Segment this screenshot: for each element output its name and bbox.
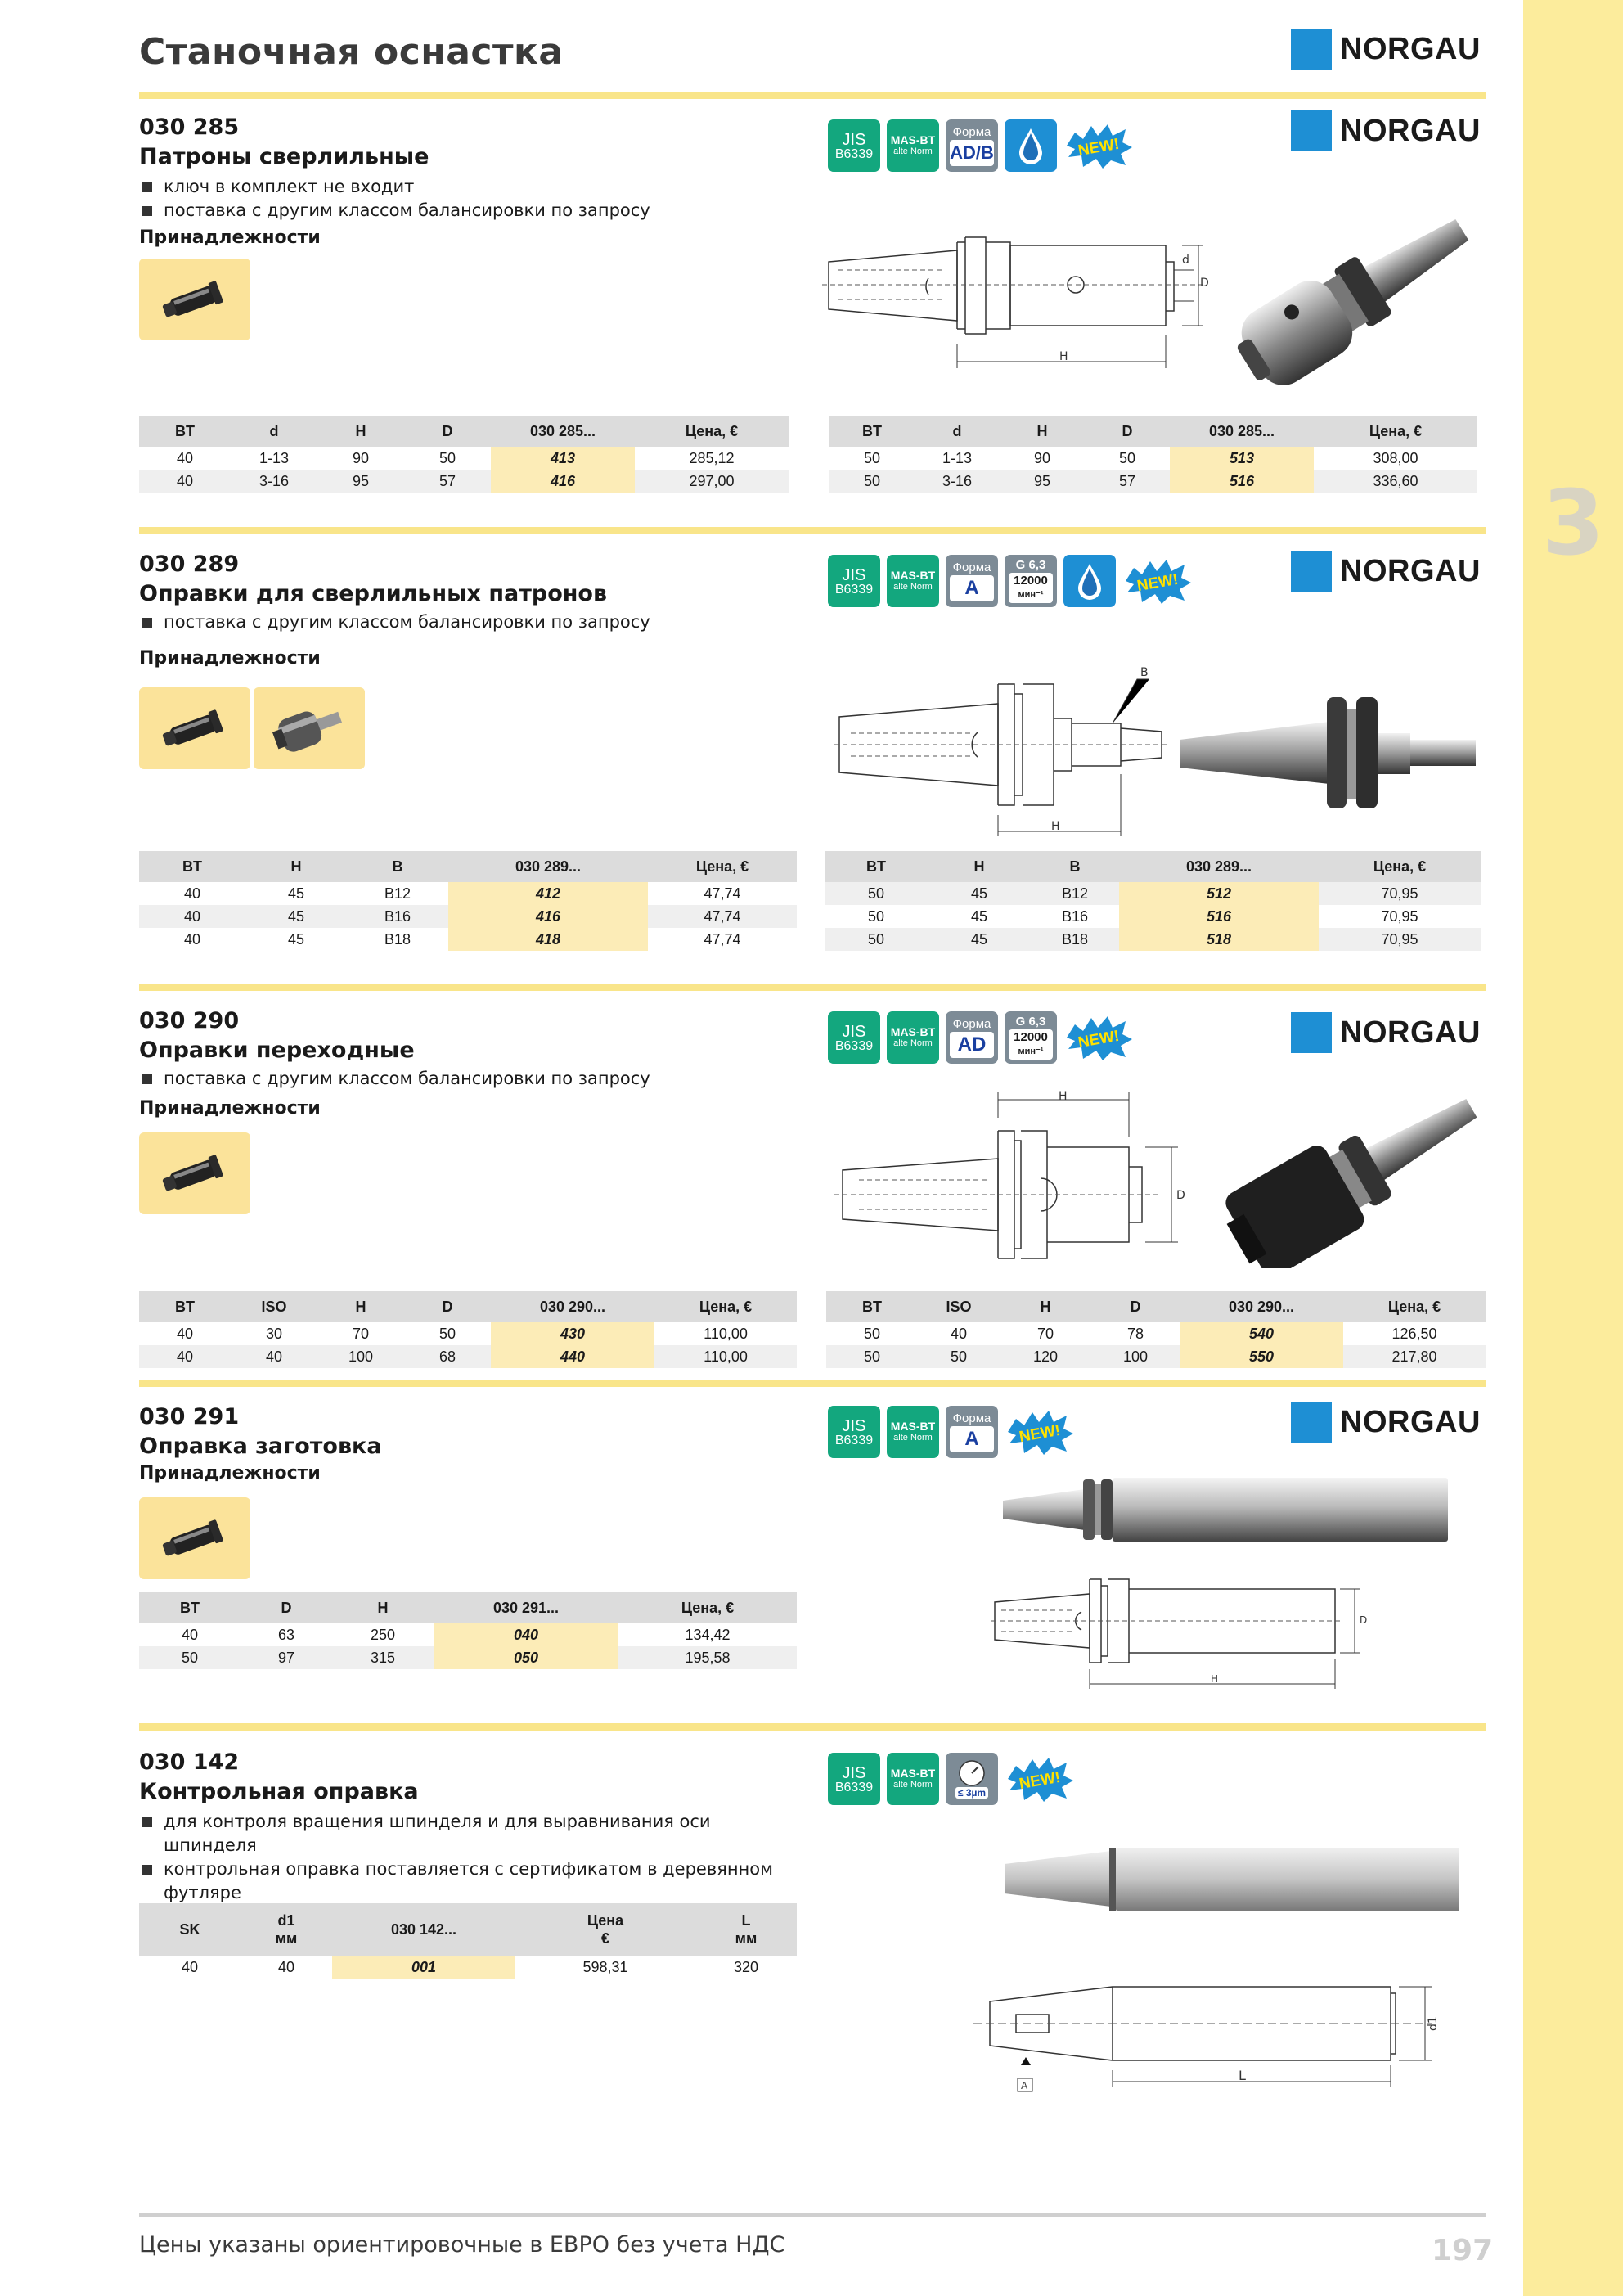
section-289-bullets	[141, 610, 650, 634]
svg-text:L: L	[1239, 2068, 1246, 2083]
form-badge: Форма AD/B	[946, 119, 998, 172]
norgau-logo: NORGAU	[1291, 550, 1481, 592]
table-row: 40 1-13 90 50 413 285,12	[139, 447, 789, 470]
section-291-name: Оправка заготовка	[139, 1434, 382, 1459]
section-divider	[139, 527, 1486, 534]
bullet: ключ в комплект не входит	[141, 175, 650, 199]
drill-chuck-icon	[268, 700, 350, 757]
svg-text:NEW!: NEW!	[1018, 1768, 1062, 1794]
table-row: 40 45 B16 416 47,74	[139, 905, 797, 928]
norgau-logo: NORGAU	[1291, 1011, 1481, 1054]
svg-text:NEW!: NEW!	[1077, 135, 1121, 160]
svg-text:H: H	[1059, 350, 1068, 363]
table-row: 40 3-16 95 57 416 297,00	[139, 470, 789, 493]
bullet: поставка с другим классом балансировки по запросу	[141, 610, 650, 634]
table-row: 50 45 B12 512 70,95	[825, 882, 1481, 905]
bullet: поставка с другим классом балансировки по запросу	[141, 199, 650, 223]
table-row: 50 45 B16 516 70,95	[825, 905, 1481, 928]
jis-badge: JIS B6339	[828, 1011, 880, 1064]
logo-square-icon	[1291, 29, 1332, 70]
svg-text:A: A	[1021, 2080, 1028, 2091]
table-289-bt40: BT H B 030 289... Цена, € 40 45 B12 412 47,74 40 45 B16 416 47,74 40 45 B18 418 47,74	[139, 851, 797, 951]
table-row: 40 63 250 040 134,42	[139, 1623, 797, 1646]
table-row: 40 45 B12 412 47,74	[139, 882, 797, 905]
svg-text:D: D	[1176, 1189, 1185, 1202]
section-285-badges	[828, 119, 1134, 172]
accessory-pull-stud[interactable]	[139, 1132, 250, 1214]
chapter-number: 3	[1541, 470, 1605, 575]
bullet: контрольная оправка поставляется с сертификатом в деревянном футляре	[141, 1857, 779, 1905]
svg-text:NEW!: NEW!	[1018, 1421, 1062, 1447]
table-291: BT D H 030 291... Цена, € 40 63 250 040 134,42 50 97 315 050 195,58	[139, 1592, 797, 1669]
svg-text:H: H	[1059, 1090, 1068, 1103]
logo-square-icon	[1291, 1402, 1332, 1443]
blank-arbor-photo	[1003, 1465, 1453, 1555]
adapter-technical-drawing	[834, 1088, 1219, 1285]
logo-square-icon	[1291, 1012, 1332, 1053]
table-row: 50 1-13 90 50 513 308,00	[829, 447, 1477, 470]
table-row: 40 40 100 68 440 110,00	[139, 1345, 797, 1368]
svg-text:B: B	[1140, 666, 1149, 679]
new-icon	[1122, 556, 1193, 606]
table-285-bt50: BT d H D 030 285... Цена, € 50 1-13 90 50 513 308,00 50 3-16 95 57 516 336,60	[829, 416, 1477, 493]
table-row: 40 45 B18 418 47,74	[139, 928, 797, 951]
header-divider	[139, 92, 1486, 99]
table-row: 50 50 120 100 550 217,80	[826, 1345, 1486, 1368]
bullet: поставка с другим классом балансировки по запросу	[141, 1067, 650, 1091]
table-row: 40 40 001 598,31 320	[139, 1956, 797, 1979]
section-291-code: 030 291	[139, 1404, 240, 1429]
table-row: 50 45 B18 518 70,95	[825, 928, 1481, 951]
norgau-logo: NORGAU	[1291, 1401, 1481, 1443]
table-142: SK d1 мм 030 142... Цена € L мм 40 40 001 598,31 320	[139, 1903, 797, 1979]
pull-stud-icon	[154, 271, 236, 328]
drill-chuck-technical-drawing	[822, 205, 1223, 376]
chuck-arbor-technical-drawing	[834, 655, 1178, 843]
table-289-bt50: BT H B 030 289... Цена, € 50 45 B12 512 70,95 50 45 B16 516 70,95 50 45 B18 518 70,95	[825, 851, 1481, 951]
section-289-code: 030 289	[139, 551, 240, 577]
section-289-name: Оправки для сверлильных патронов	[139, 581, 608, 606]
mas-bt-badge: MAS-BT alte Norm	[887, 119, 939, 172]
section-285-name: Патроны сверлильные	[139, 144, 429, 169]
table-285-bt40: BT d H D 030 285... Цена, € 40 1-13 90 50 413 285,12 40 3-16 95 57 416 297,00	[139, 416, 789, 493]
form-badge: Форма A	[946, 555, 998, 607]
section-142-code: 030 142	[139, 1749, 240, 1775]
svg-text:H: H	[1211, 1673, 1219, 1685]
logo-square-icon	[1291, 110, 1332, 151]
pull-stud-icon	[154, 1145, 236, 1202]
accessory-drill-chuck[interactable]	[254, 687, 365, 769]
section-290-badges	[828, 1011, 1134, 1064]
section-289-badges	[828, 555, 1193, 607]
mas-bt-badge: MAS-BT alte Norm	[887, 1011, 939, 1064]
jis-badge: JIS B6339	[828, 1406, 880, 1458]
pull-stud-icon	[154, 1510, 236, 1567]
form-badge: Форма A	[946, 1406, 998, 1458]
table-row: 40 30 70 50 430 110,00	[139, 1322, 797, 1345]
norgau-logo: NORGAU	[1291, 28, 1481, 70]
jis-badge: JIS B6339	[828, 119, 880, 172]
new-icon	[1063, 1013, 1134, 1062]
table-290-bt40: BT ISO H D 030 290... Цена, € 40 30 70 50 430 110,00 40 40 100 68 440 110,00	[139, 1291, 797, 1368]
table-row: 50 40 70 78 540 126,50	[826, 1322, 1486, 1345]
section-285-code: 030 285	[139, 115, 240, 140]
accessory-pull-stud[interactable]	[139, 687, 250, 769]
table-row: 50 3-16 95 57 516 336,60	[829, 470, 1477, 493]
page-number: 197	[1432, 2234, 1494, 2267]
dial-gauge-icon: ≤ 3µm	[946, 1753, 998, 1805]
section-divider	[139, 1723, 1486, 1731]
balance-badge: G 6,3 12000 мин⁻¹	[1005, 1011, 1057, 1064]
accessories-label: Принадлежности	[139, 227, 321, 248]
section-290-code: 030 290	[139, 1008, 240, 1033]
table-row: 50 97 315 050 195,58	[139, 1646, 797, 1669]
svg-text:d1: d1	[1427, 2016, 1440, 2031]
svg-text:H: H	[1051, 820, 1060, 833]
svg-text:D: D	[1360, 1614, 1368, 1626]
mas-bt-badge: MAS-BT alte Norm	[887, 1406, 939, 1458]
accessory-pull-stud[interactable]	[139, 259, 250, 340]
chuck-arbor-photo	[1178, 679, 1481, 826]
accessories-label: Принадлежности	[139, 648, 321, 669]
test-arbor-photo	[1005, 1841, 1463, 1915]
section-285-bullets	[141, 175, 650, 223]
mas-bt-badge: MAS-BT alte Norm	[887, 555, 939, 607]
jis-badge: JIS B6339	[828, 1753, 880, 1805]
form-badge: Форма AD	[946, 1011, 998, 1064]
section-291-badges	[828, 1406, 1075, 1458]
section-290-bullets	[141, 1067, 650, 1091]
accessory-pull-stud[interactable]	[139, 1497, 250, 1579]
pull-stud-icon	[154, 700, 236, 757]
balance-badge: G 6,3 12000 мин⁻¹	[1005, 555, 1057, 607]
section-142-badges	[828, 1753, 1075, 1805]
logo-square-icon	[1291, 551, 1332, 592]
norgau-logo: NORGAU	[1291, 110, 1481, 152]
new-icon	[1063, 121, 1134, 170]
coolant-drop-icon	[1063, 555, 1116, 607]
section-divider	[139, 1380, 1486, 1387]
mas-bt-badge: MAS-BT alte Norm	[887, 1753, 939, 1805]
page-title: Станочная оснастка	[139, 31, 564, 73]
section-290-name: Оправки переходные	[139, 1038, 415, 1063]
bullet: для контроля вращения шпинделя и для выравнивания оси шпинделя	[141, 1810, 779, 1857]
footer-note: Цены указаны ориентировочные в ЕВРО без учета НДС	[139, 2232, 785, 2258]
adapter-photo	[1219, 1080, 1489, 1268]
svg-text:NEW!: NEW!	[1135, 570, 1180, 596]
new-icon	[1005, 1754, 1075, 1803]
test-arbor-technical-drawing	[973, 1964, 1456, 2103]
blank-arbor-technical-drawing	[991, 1569, 1458, 1692]
accessories-label: Принадлежности	[139, 1463, 321, 1483]
chapter-sidebar	[1523, 0, 1623, 2296]
svg-text:D: D	[1200, 277, 1209, 290]
coolant-drop-icon	[1005, 119, 1057, 172]
section-divider	[139, 984, 1486, 991]
svg-text:NEW!: NEW!	[1077, 1027, 1121, 1052]
accessories-label: Принадлежности	[139, 1098, 321, 1119]
section-142-bullets	[141, 1810, 779, 1905]
table-290-bt50: BT ISO H D 030 290... Цена, € 50 40 70 78 540 126,50 50 50 120 100 550 217,80	[826, 1291, 1486, 1368]
drill-chuck-photo	[1211, 193, 1489, 401]
jis-badge: JIS B6339	[828, 555, 880, 607]
footer-divider	[139, 2213, 1486, 2217]
svg-text:d: d	[1182, 254, 1189, 267]
section-142-name: Контрольная оправка	[139, 1779, 419, 1804]
new-icon	[1005, 1407, 1075, 1456]
